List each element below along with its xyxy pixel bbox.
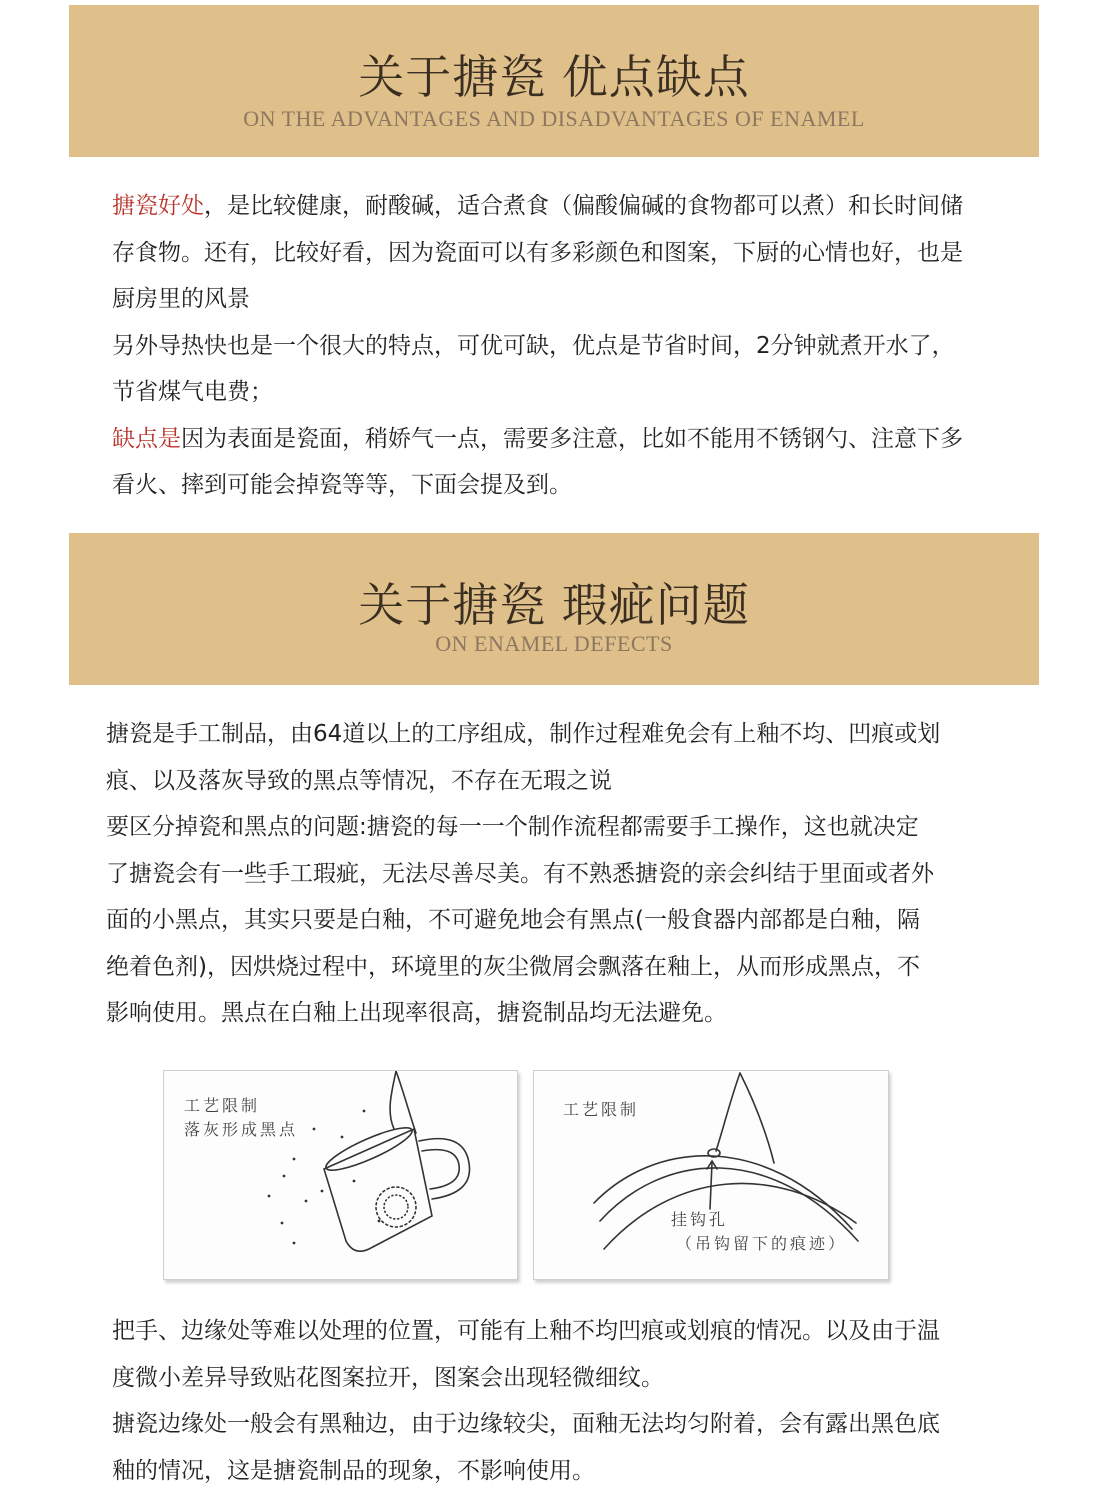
- paragraph-line: 了搪瓷会有一些手工瑕疵，无法尽善尽美。有不熟悉搪瓷的亲会纠结于里面或者外: [106, 860, 934, 887]
- section-subtitle: ON THE ADVANTAGES AND DISADVANTAGES OF ENAMEL: [243, 106, 865, 131]
- advantages-text: [112, 183, 1012, 509]
- paragraph-line: 节省煤气电费；: [112, 379, 273, 405]
- paragraph-line: [112, 183, 1012, 230]
- paragraph-line: 搪瓷边缘处一般会有黑釉边，由于边缘较尖，面釉无法均匀附着，会有露出黑色底: [112, 1411, 940, 1437]
- paragraph-line: 存食物。还有，比较好看，因为瓷面可以有多彩颜色和图案，下厨的心情也好，也是: [112, 239, 963, 266]
- figure-label: 工艺限制: [184, 1096, 261, 1115]
- section-banner-advantages: [69, 5, 1039, 157]
- bottom-text: [112, 1308, 1012, 1494]
- section-title: 关于搪瓷 瑕疵问题: [358, 578, 750, 632]
- paragraph-line: [112, 416, 1012, 463]
- paragraph-line: 绝着色剂)，因烘烧过程中，环境里的灰尘微屑会飘落在釉上，从而形成黑点，不: [106, 953, 920, 980]
- defects-text: [106, 711, 1006, 1037]
- paragraph-line: 影响使用。黑点在白釉上出现率很高，搪瓷制品均无法避免。: [106, 1000, 727, 1026]
- figure-label: 工艺限制: [563, 1100, 640, 1119]
- figure-label: （吊钩留下的痕迹）: [676, 1234, 848, 1253]
- section-title: 关于搪瓷 优点缺点: [358, 50, 750, 104]
- figure-hook-hole: [533, 1070, 889, 1280]
- text-span: ，是比较健康，耐酸碱，适合煮食（偏酸偏碱的食物都可以煮）和长时间储: [204, 193, 963, 219]
- paragraph-line: 厨房里的风景: [112, 286, 250, 312]
- text-span: 因为表面是瓷面，稍娇气一点，需要多注意，比如不能用不锈钢勺、注意下多: [181, 425, 963, 452]
- highlight-advantages: 搪瓷好处: [112, 193, 204, 219]
- paragraph-line: 另外导热快也是一个很大的特点，可优可缺，优点是节省时间，2分钟就煮开水了，: [112, 332, 955, 359]
- figure-label: 挂钩孔: [671, 1210, 729, 1229]
- paragraph-line: 搪瓷是手工制品，由64道以上的工序组成，制作过程难免会有上釉不均、凹痕或划: [106, 721, 941, 747]
- section-banner-defects: [69, 533, 1039, 685]
- paragraph-line: 釉的情况，这是搪瓷制品的现象，不影响使用。: [112, 1457, 595, 1484]
- paragraph-line: 痕、以及落灰导致的黑点等情况，不存在无瑕之说: [106, 767, 612, 794]
- paragraph-line: 要区分掉瓷和黑点的问题:搪瓷的每一一个制作流程都需要手工操作，这也就决定: [106, 814, 919, 840]
- figure-label: 落灰形成黑点: [184, 1120, 299, 1139]
- paragraph-line: 面的小黑点，其实只要是白釉，不可避免地会有黑点(一般食器内部都是白釉，隔: [106, 907, 920, 933]
- paragraph-line: 看火、摔到可能会掉瓷等等，下面会提及到。: [112, 472, 572, 498]
- highlight-disadvantages: 缺点是: [112, 425, 181, 452]
- figure-mug-dust-spots: [163, 1070, 518, 1280]
- section-subtitle: ON ENAMEL DEFECTS: [435, 631, 673, 656]
- paragraph-line: 度微小差异导致贴花图案拉开，图案会出现轻微细纹。: [112, 1364, 664, 1391]
- paragraph-line: 把手、边缘处等难以处理的位置，可能有上釉不均凹痕或划痕的情况。以及由于温: [112, 1318, 940, 1344]
